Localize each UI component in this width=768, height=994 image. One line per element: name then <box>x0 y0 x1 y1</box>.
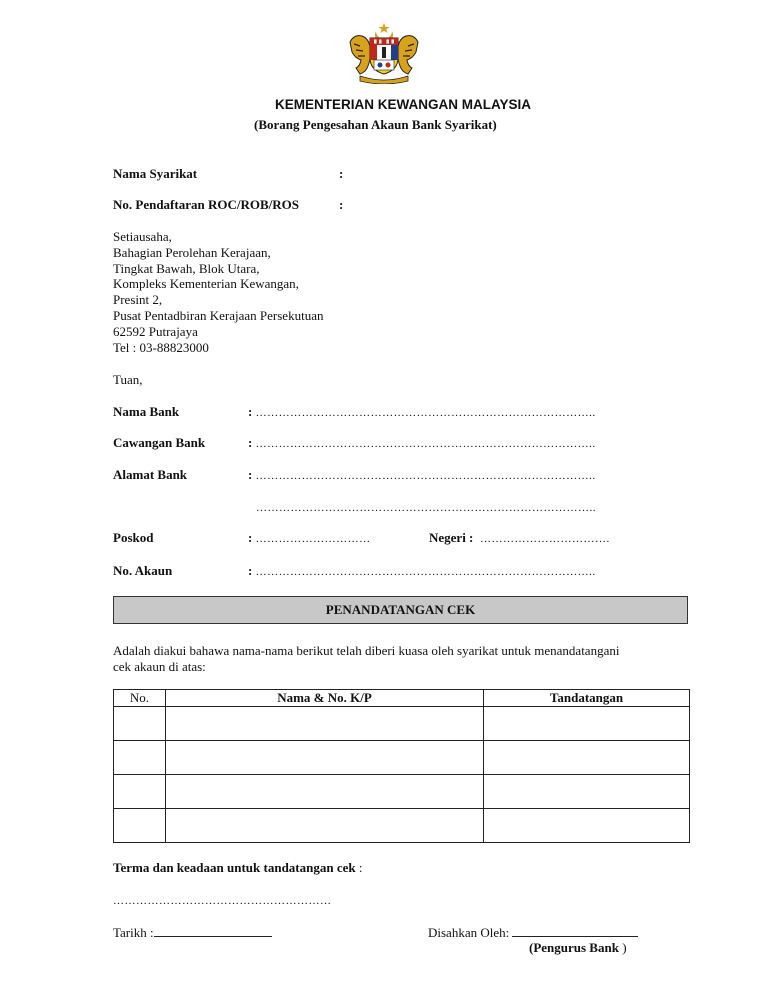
table-row <box>114 809 690 843</box>
bank-name-label: Nama Bank <box>113 404 180 419</box>
verified-by-field[interactable] <box>428 924 638 941</box>
terms-colon: : <box>358 860 363 875</box>
signatories-table <box>113 689 690 843</box>
recipient-address <box>113 229 323 355</box>
address-line: Bahagian Perolehan Kerajaan, <box>113 244 271 260</box>
state-field[interactable] <box>480 530 610 546</box>
table-header-row <box>114 690 690 707</box>
verified-by-underline <box>512 924 638 937</box>
terms-dots: ………………………………………………… <box>113 895 332 907</box>
bank-address-field-line2[interactable] <box>256 499 596 515</box>
row-number-cell[interactable] <box>114 809 166 843</box>
company-name-label: Nama Syarikat <box>113 166 198 181</box>
bank-name-colon: : <box>248 404 253 419</box>
verified-by-label: Disahkan Oleh: <box>428 925 510 940</box>
salutation: Tuan, <box>113 372 143 387</box>
date-field[interactable] <box>113 924 272 941</box>
bank-name-dots: …………………………………………………………………………….. <box>255 407 596 419</box>
bank-branch-colon: : <box>248 435 253 450</box>
address-line: Tel : 03-88823000 <box>113 339 209 355</box>
state-label: Negeri : <box>429 530 474 545</box>
account-number-field[interactable] <box>248 563 596 579</box>
table-row <box>114 741 690 775</box>
cheque-signing-section-title: PENANDATANGAN CEK <box>113 596 688 624</box>
state-dots: ……………………………. <box>480 533 610 545</box>
row-number-cell[interactable] <box>114 741 166 775</box>
bank-name-field[interactable] <box>248 404 596 420</box>
bank-manager-label: (Pengurus Bank <box>529 940 619 955</box>
terms-heading <box>113 860 363 876</box>
bank-manager-caption <box>529 940 627 956</box>
signature-cell[interactable] <box>484 707 690 741</box>
company-name-colon: : <box>339 166 344 181</box>
bank-branch-dots: …………………………………………………………………………….. <box>255 438 596 450</box>
table-row <box>114 707 690 741</box>
bank-address-dots: …………………………………………………………………………….. <box>255 470 596 482</box>
bank-branch-field[interactable] <box>248 435 596 451</box>
name-ic-cell[interactable] <box>166 809 484 843</box>
column-header-no: No. <box>114 690 166 707</box>
column-header-signature: Tandatangan <box>484 690 690 707</box>
registration-number-label: No. Pendaftaran ROC/ROB/ROS <box>113 197 299 212</box>
signature-cell[interactable] <box>484 775 690 809</box>
statement-line: cek akaun di atas: <box>113 659 206 674</box>
account-number-colon: : <box>248 563 253 578</box>
bank-manager-close: ) <box>622 940 627 955</box>
address-line: Presint 2, <box>113 292 163 308</box>
row-number-cell[interactable] <box>114 707 166 741</box>
address-line: Pusat Pentadbiran Kerajaan Persekutuan <box>113 307 324 323</box>
table-row <box>114 775 690 809</box>
postcode-colon: : <box>248 530 253 545</box>
authorization-statement <box>113 643 619 675</box>
column-header-name-ic: Nama & No. K/P <box>166 690 484 707</box>
address-line: 62592 Putrajaya <box>113 323 198 339</box>
name-ic-cell[interactable] <box>166 775 484 809</box>
name-ic-cell[interactable] <box>166 741 484 775</box>
form-title: (Borang Pengesahan Akaun Bank Syarikat) <box>254 117 497 132</box>
postcode-label: Poskod <box>113 530 154 545</box>
ministry-title: KEMENTERIAN KEWANGAN MALAYSIA <box>275 97 532 112</box>
postcode-dots: ………………………… <box>255 533 371 545</box>
address-line: Setiausaha, <box>113 229 172 244</box>
coat-of-arms-logo <box>346 22 422 84</box>
postcode-field[interactable] <box>248 530 371 546</box>
bank-branch-label: Cawangan Bank <box>113 435 206 450</box>
statement-line: Adalah diakui bahawa nama-nama berikut telah diberi kuasa oleh syarikat untuk menandatangani <box>113 643 620 658</box>
signature-cell[interactable] <box>484 809 690 843</box>
account-number-label: No. Akaun <box>113 563 173 578</box>
address-line: Tingkat Bawah, Blok Utara, <box>113 260 260 276</box>
address-line: Kompleks Kementerian Kewangan, <box>113 276 299 292</box>
signature-cell[interactable] <box>484 741 690 775</box>
date-label: Tarikh : <box>113 925 154 940</box>
bank-address-dots-line2: …………………………………………………………………………….. <box>256 502 596 514</box>
name-ic-cell[interactable] <box>166 707 484 741</box>
terms-field[interactable] <box>113 892 332 908</box>
account-number-dots: …………………………………………………………………………….. <box>255 566 596 578</box>
date-underline <box>154 924 272 937</box>
terms-label: Terma dan keadaan untuk tandatangan cek <box>113 860 356 875</box>
bank-address-field[interactable] <box>248 467 596 483</box>
bank-address-label: Alamat Bank <box>113 467 188 482</box>
bank-address-colon: : <box>248 467 253 482</box>
registration-number-colon: : <box>339 197 344 212</box>
row-number-cell[interactable] <box>114 775 166 809</box>
